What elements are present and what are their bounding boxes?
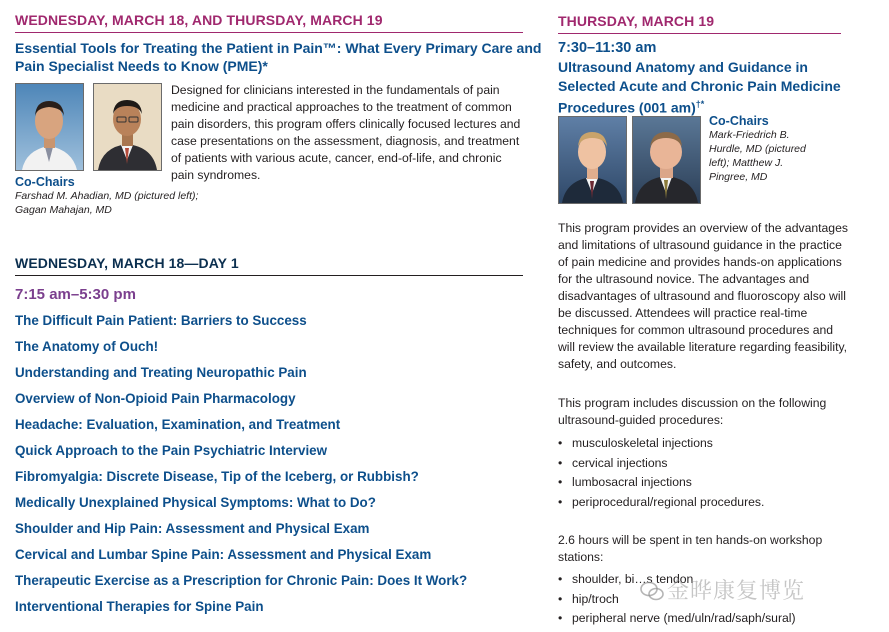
day1-time: 7:15 am–5:30 pm [15,286,136,303]
procedure-list [558,434,848,512]
list-item: • musculoskeletal injections [558,434,848,454]
cochair-photo-mahajan [93,83,162,171]
session-item: Overview of Non-Opioid Pain Pharmacology [15,391,296,406]
ultrasound-paragraph-stations: 2.6 hours will be spent in ten hands-on workshop stations: [558,533,823,564]
session-item: Therapeutic Exercise as a Prescription for Chronic Pain: Does It Work? [15,573,468,588]
ultrasound-paragraph-overview: This program provides an overview of the advantages and limitations of ultrasound guidance in the practice of pain medicine and provides hands-on applications for the ultrasound novice. The advantages and disadvantages of ultrasound and fluoroscopy also will be discussed. Attendees will practice real-time techniques for common ultrasound procedures and will review the available literature regarding feasibility, safety, and outcomes. [558,221,848,371]
ultrasound-cochairs-line2: Hurdle, MD (pictured [709,143,806,155]
watermark-text: 金晔康复博览 [667,579,806,604]
ultrasound-paragraph-procedures: This program includes discussion on the following ultrasound-guided procedures: [558,396,827,427]
pme-cochairs-label: Co-Chairs [15,175,75,189]
session-item: Quick Approach to the Pain Psychiatric Interview [15,443,328,458]
pme-cochairs-line2: Gagan Mahajan, MD [15,204,112,216]
ultrasound-cochairs-line4: Pingree, MD [709,171,768,183]
thursday-date-heading: THURSDAY, MARCH 19 [558,13,841,34]
pme-cochairs-line1: Farshad M. Ahadian, MD (pictured left); [15,190,199,202]
ultrasound-time: 7:30–11:30 am [558,40,657,56]
list-item: • periprocedural/regional procedures. [558,493,848,513]
pme-title: Essential Tools for Treating the Patient in Pain™: What Every Primary Care and Pain Specialist Needs to Know (PME)* [15,40,542,74]
cochair-photo-ahadian [15,83,84,171]
day1-session-list [15,308,535,620]
session-item: Fibromyalgia: Discrete Disease, Tip of the Iceberg, or Rubbish? [15,469,419,484]
session-item: Medically Unexplained Physical Symptoms: What to Do? [15,495,376,510]
cochair-photo-pingree [632,116,701,204]
pme-date-heading: WEDNESDAY, MARCH 18, AND THURSDAY, MARCH 19 [15,12,523,33]
ultrasound-cochairs-line3: left); Matthew J. [709,157,784,169]
cochair-photo-hurdle [558,116,627,204]
session-item: The Anatomy of Ouch! [15,339,159,354]
pme-cochairs [15,175,245,217]
session-item: Interventional Therapies for Spine Pain [15,599,264,614]
wechat-icon [640,581,664,607]
list-item: • shoulder, bi…s tendon [558,570,858,590]
day1-heading: WEDNESDAY, MARCH 18—DAY 1 [15,255,523,276]
list-item: • peripheral nerve (med/uln/rad/saph/sural) [558,609,858,629]
ultrasound-cochairs [709,114,829,184]
watermark [640,574,805,607]
ultrasound-cochairs-line1: Mark-Friedrich B. [709,129,790,141]
ultrasound-title: Ultrasound Anatomy and Guidance in Selected Acute and Chronic Pain Medicine Procedures (001 am)†* [558,59,841,116]
session-item: The Difficult Pain Patient: Barriers to Success [15,313,307,328]
ultrasound-cochairs-label: Co-Chairs [709,114,769,128]
list-item: • lumbosacral injections [558,473,848,493]
session-item: Shoulder and Hip Pain: Assessment and Physical Exam [15,521,370,536]
session-item: Headache: Evaluation, Examination, and Treatment [15,417,341,432]
session-item: Cervical and Lumbar Spine Pain: Assessment and Physical Exam [15,547,432,562]
list-item: • cervical injections [558,454,848,474]
session-item: Understanding and Treating Neuropathic Pain [15,365,307,380]
list-item: • hip/troch [558,590,858,610]
pme-description: Designed for clinicians interested in the fundamentals of pain medicine and practical approaches to the treatment of common pain disorders, this program offers clinically focused lectures and case presentations on the assessment, diagnosis, and treatment of patients with various acute, cancer, end-of-life, and chronic pain syndromes. [171,83,521,182]
